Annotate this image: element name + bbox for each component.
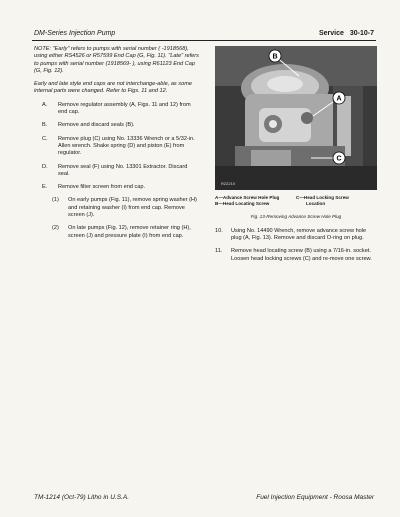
step-text: Remove seal (F) using No. 13301 Extractor. Discard seal.	[58, 163, 188, 177]
substep-2	[52, 225, 200, 240]
figure-legend	[215, 195, 377, 207]
step-text: Remove and discard seals (B).	[58, 122, 135, 129]
substep-text: On early pumps (Fig. 11), remove spring washer (H) and retaining washer (I) from end cap. Remove screen (J).	[68, 197, 197, 219]
figure-13-photo	[215, 46, 377, 190]
right-column	[215, 46, 377, 269]
running-header-title: DM-Series Injection Pump	[34, 30, 116, 37]
header-rule	[32, 40, 376, 41]
substep-1	[52, 197, 200, 219]
footer-publication: TM-1214 (Oct-79) Litho in U.S.A.	[34, 494, 130, 501]
running-header-page	[319, 30, 374, 37]
step-b	[34, 122, 200, 129]
legend-item-b: B—Head Locating Screw	[215, 200, 270, 206]
substep-text: On late pumps (Fig. 12), remove retainer ring (H), screen (J) and pressure plate (I) from end cap.	[68, 225, 191, 239]
step-text: Remove plug (C) using No. 13336 Wrench or a 5/32-in. Allen wrench. Shake spring (D) and piston (E) from regulator.	[58, 135, 195, 157]
step-number: A.	[42, 101, 48, 108]
step-number: C.	[42, 135, 48, 142]
figure-caption: Fig. 13-Removing Advance Screw Hole Plug	[250, 213, 342, 219]
step-number: D.	[42, 163, 48, 170]
step-text: Using No. 14490 Wrench, remove advance screw hole plug (A, Fig. 13). Remove and discard O-ring on plug.	[231, 227, 367, 242]
legend-item-c: C—Head Locking Screw	[296, 195, 349, 200]
step-d	[34, 164, 200, 179]
interchange-note: Early and late style end caps are not interchange-able, as some internal parts were changed. Refer to Figs. 11 and 12.	[34, 81, 192, 95]
footer-section-title: Fuel Injection Equipment - Roosa Master	[256, 494, 374, 501]
step-a	[34, 102, 200, 117]
left-column	[34, 46, 200, 246]
step-number: 10.	[215, 227, 223, 234]
step-text: Remove head locating screw (B) using a 7/16-in. socket. Loosen head locking screws (C) and re-move one screw.	[231, 248, 372, 262]
photo-code: R22210	[221, 181, 236, 186]
callout-a: A	[336, 95, 342, 103]
callout-c: C	[336, 155, 342, 163]
page-number: 30-10-7	[349, 30, 374, 37]
legend-item-c-cont: Location	[306, 200, 326, 206]
substep-number: (1)	[52, 197, 59, 204]
step-e	[34, 184, 200, 191]
pump-photo-illustration	[215, 46, 377, 190]
substep-number: (2)	[52, 225, 59, 232]
note: NOTE: "Early" refers to pumps with serial number ( -1918568), using either RS4526 or R57599 End Cap (G, Fig. 11). "Late" refers to pumps with serial number (1918569- ), using R61123 End Cap (G, Fig. 12).	[34, 46, 199, 74]
step-text: Remove regulator assembly (A, Figs. 11 and 12) from end cap.	[58, 101, 191, 116]
step-number: B.	[42, 122, 48, 129]
section-label: Service	[318, 30, 344, 37]
step-c	[34, 136, 200, 158]
step-10	[215, 228, 377, 243]
step-number: E.	[42, 184, 48, 191]
step-number: 11.	[215, 248, 223, 255]
callout-b: B	[272, 53, 278, 61]
step-text: Remove filter screen from end cap.	[58, 184, 146, 191]
step-11	[215, 248, 377, 263]
legend-item-a: A—Advance Screw Hole Plug	[215, 195, 280, 200]
